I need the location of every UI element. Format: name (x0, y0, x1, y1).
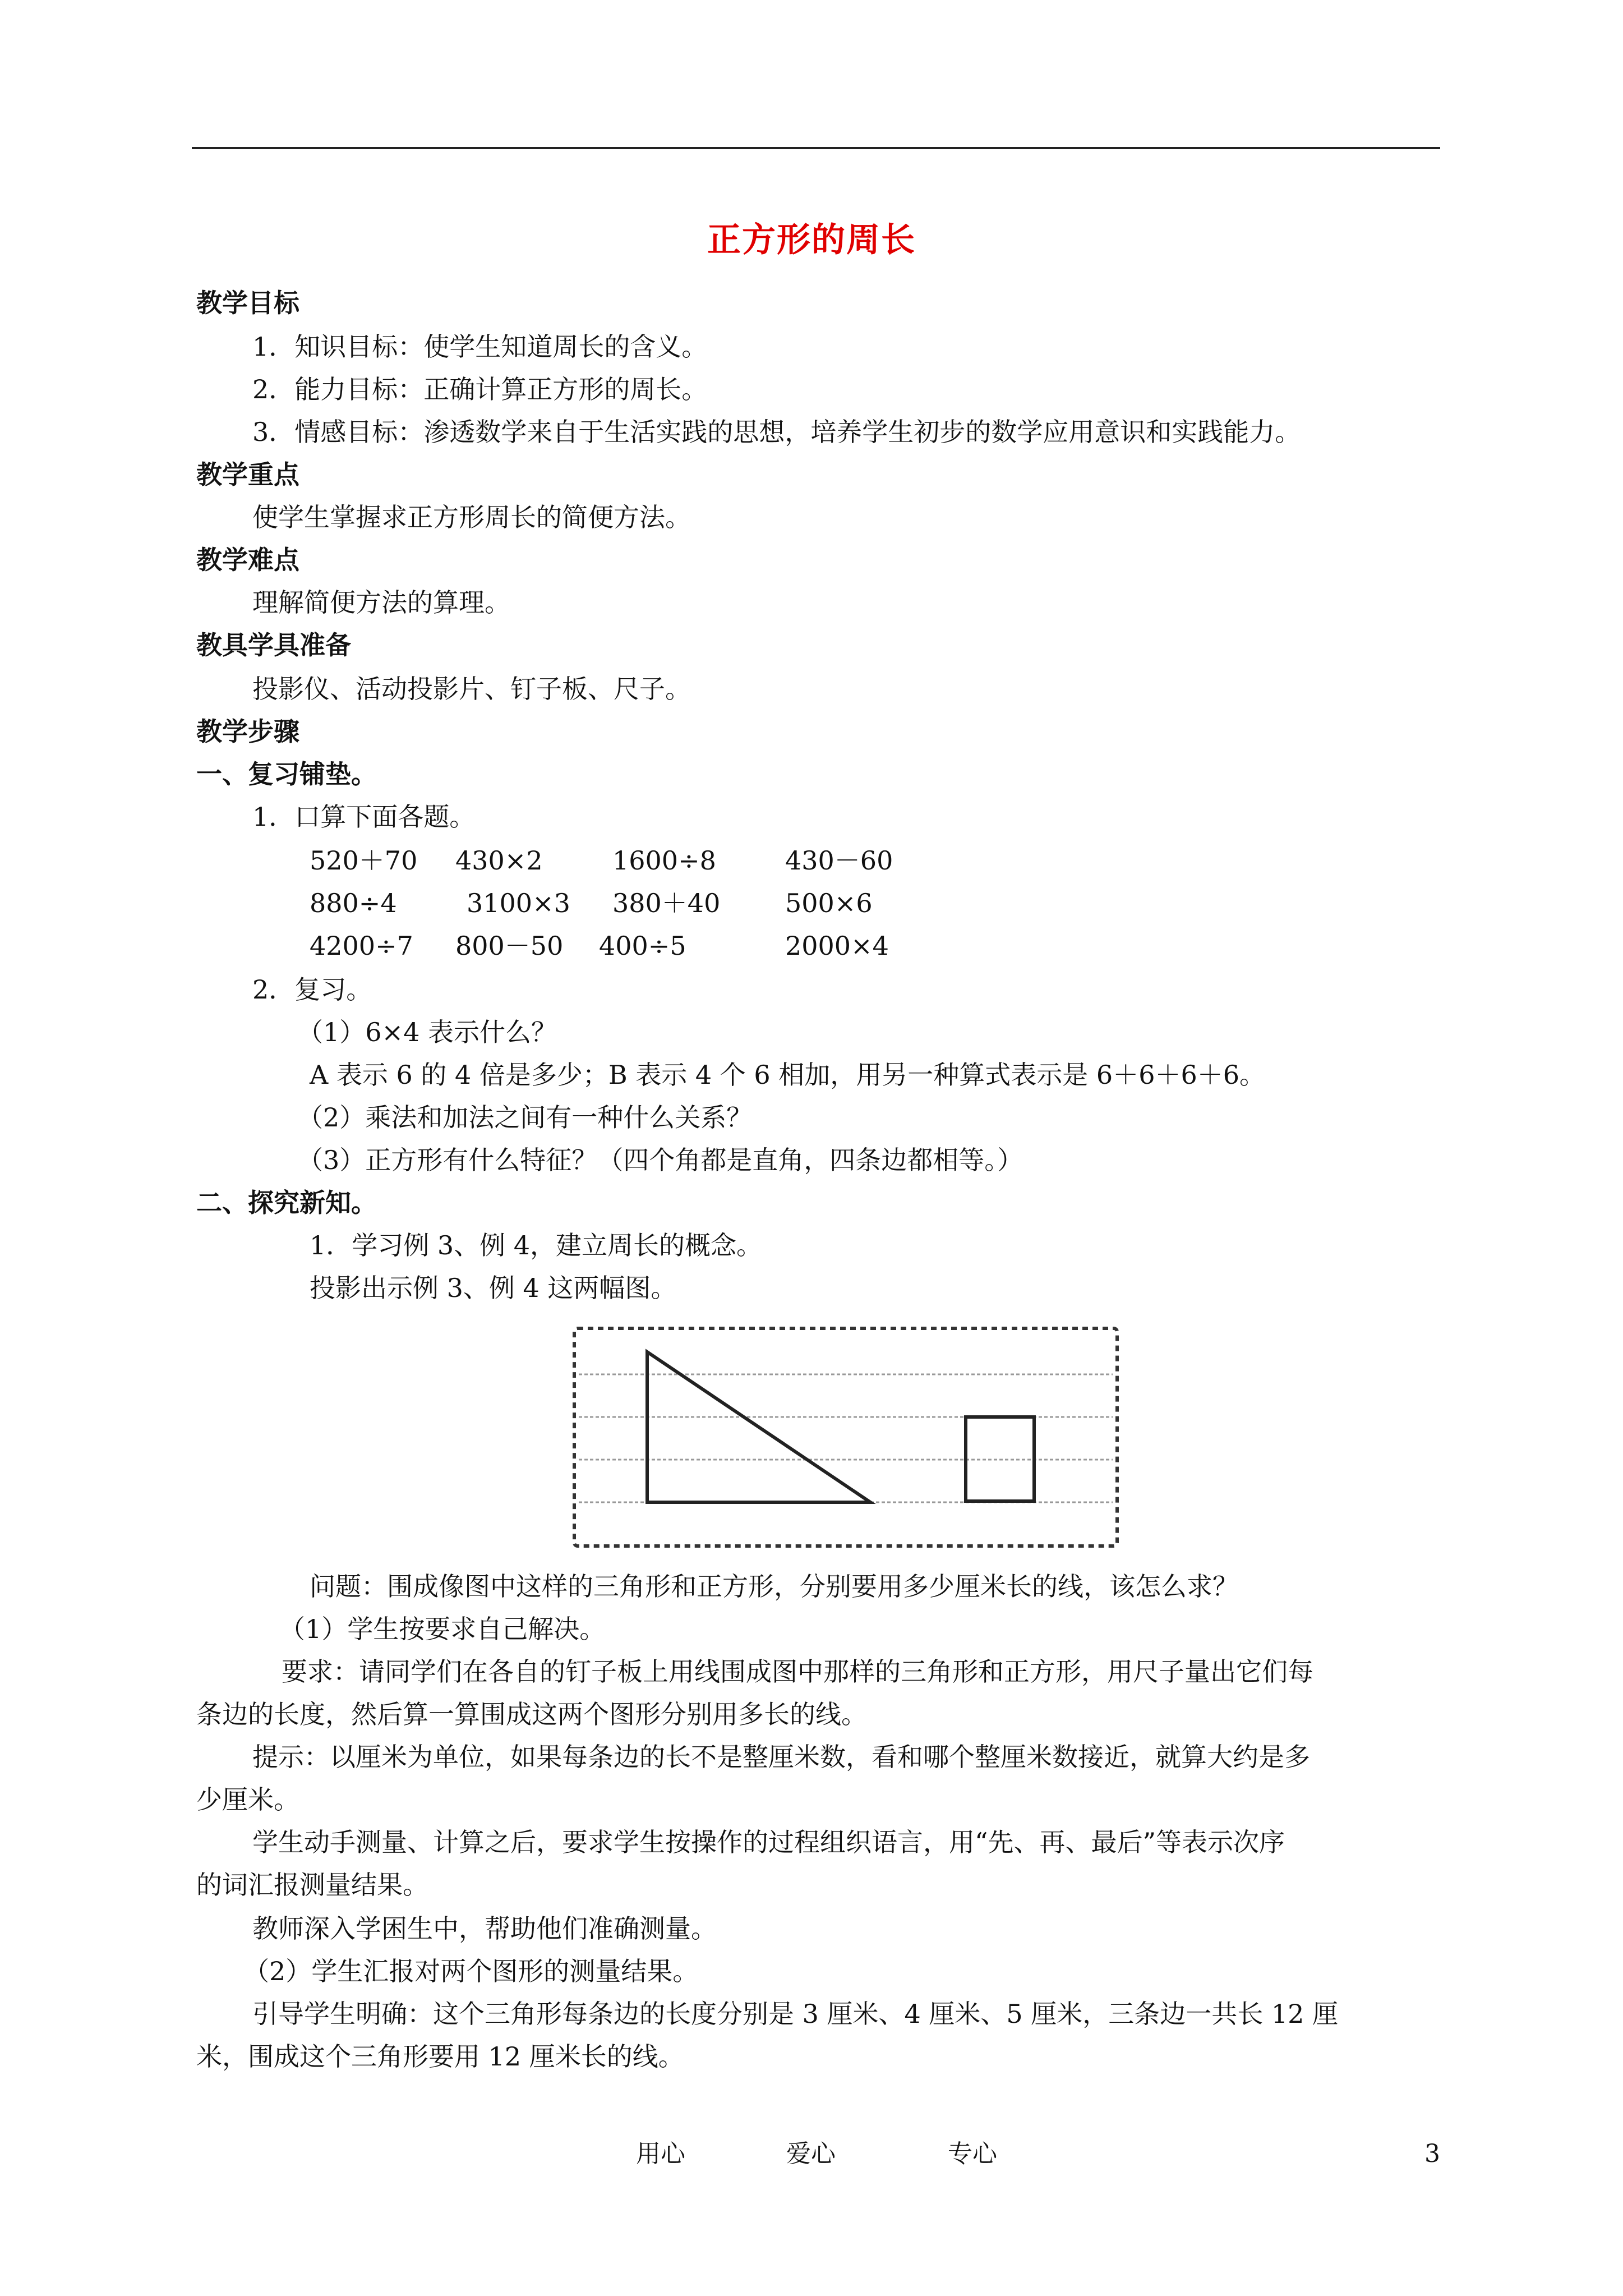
heading-review: 一、复习铺垫。 (196, 759, 377, 789)
header-rule (192, 147, 1440, 149)
step-1: （1）学生按要求自己解决。 (279, 1614, 606, 1644)
materials-text: 投影仪、活动投影片、钉子板、尺子。 (252, 674, 691, 704)
heading-objectives: 教学目标 (196, 288, 299, 318)
objective-2: 2．能力目标：正确计算正方形的周长。 (252, 374, 708, 404)
measure-line-1: 学生动手测量、计算之后，要求学生按操作的过程组织语言，用“先、再、最后”等表示次序 (252, 1827, 1285, 1857)
heading-difficulties: 教学难点 (196, 545, 299, 575)
requirement-line-1: 要求：请同学们在各自的钉子板上用线围成图中那样的三角形和正方形，用尺子量出它们每 (282, 1657, 1313, 1687)
review-item-2: 2．复习。 (252, 974, 372, 1005)
footer-word-3: 专心 (948, 2139, 997, 2168)
footer-word-1: 用心 (636, 2139, 685, 2168)
requirement-line-2: 条边的长度，然后算一算围成这两个图形分别用多长的线。 (196, 1699, 867, 1729)
page-title: 正方形的周长 (707, 220, 916, 260)
review-question-2: （2）乘法和加法之间有一种什么关系？ (297, 1102, 753, 1133)
calc-cell: 400÷5 (599, 931, 686, 961)
heading-explore: 二、探究新知。 (196, 1188, 377, 1218)
objective-3: 3．情感目标：渗透数学来自于生活实践的思想，培养学生初步的数学应用意识和实践能力。 (252, 417, 1301, 447)
objective-1: 1．知识目标：使学生知道周长的含义。 (252, 332, 708, 362)
calc-cell: 520＋70 (310, 845, 418, 876)
review-answer-1: A 表示 6 的 4 倍是多少；B 表示 4 个 6 相加，用另一种算式表示是 6＋6＋6＋6。 (310, 1060, 1265, 1090)
footer-word-2: 爱心 (786, 2139, 836, 2168)
calc-cell: 430－60 (785, 845, 893, 876)
calc-cell: 500×6 (785, 888, 873, 918)
difficulties-text: 理解简便方法的算理。 (252, 587, 510, 618)
guide-line-1: 引导学生明确：这个三角形每条边的长度分别是 3 厘米、4 厘米、5 厘米，三条边一共长 12 厘 (252, 1999, 1339, 2029)
step-2: （2）学生汇报对两个图形的测量结果。 (243, 1956, 699, 1986)
measure-line-2: 的词汇报测量结果。 (196, 1870, 428, 1900)
calc-cell: 430×2 (455, 845, 543, 876)
review-question-3: （3）正方形有什么特征？（四个角都是直角，四条边都相等。） (297, 1145, 1023, 1175)
key-points-text: 使学生掌握求正方形周长的简便方法。 (252, 502, 691, 532)
guide-line-2: 米，围成这个三角形要用 12 厘米长的线。 (196, 2041, 684, 2072)
triangle-square-figure (571, 1325, 1121, 1549)
calc-cell: 2000×4 (785, 931, 889, 961)
review-question-1: （1）6×4 表示什么？ (297, 1017, 557, 1047)
review-item-1: 1．口算下面各题。 (252, 802, 476, 832)
heading-key-points: 教学重点 (196, 459, 299, 490)
heading-materials: 教具学具准备 (196, 630, 351, 660)
calc-cell: 3100×3 (467, 888, 570, 918)
hint-line-2: 少厘米。 (196, 1784, 299, 1815)
heading-steps: 教学步骤 (196, 716, 299, 747)
hint-line-1: 提示：以厘米为单位，如果每条边的长不是整厘米数，看和哪个整厘米数接近，就算大约是多 (252, 1742, 1310, 1772)
problem-question: 问题：围成像图中这样的三角形和正方形，分别要用多少厘米长的线，该怎么求？ (310, 1571, 1238, 1602)
calc-cell: 1600÷8 (612, 845, 716, 876)
calc-cell: 4200÷7 (310, 931, 413, 961)
teacher-note: 教师深入学困生中，帮助他们准确测量。 (252, 1913, 717, 1944)
calc-cell: 380＋40 (612, 888, 721, 918)
projection-text: 投影出示例 3、例 4 这两幅图。 (310, 1273, 677, 1303)
calc-cell: 800－50 (455, 931, 564, 961)
calc-cell: 880÷4 (310, 888, 397, 918)
page-number: 3 (1424, 2139, 1440, 2168)
explore-item-1: 1．学习例 3、例 4，建立周长的概念。 (310, 1230, 763, 1260)
